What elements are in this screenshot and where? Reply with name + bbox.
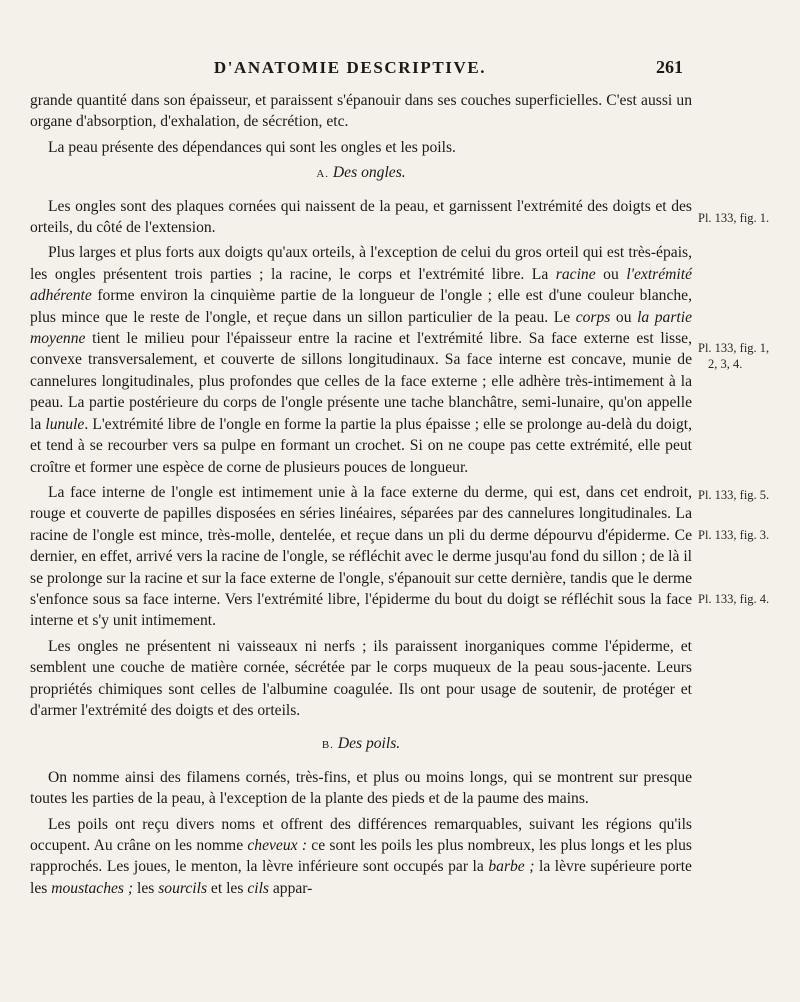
text-run: forme environ la cinquième partie de la longueur de l'ongle ; elle est d'une couleur blanche, plus mince que le reste de l'ongle, et reçue dans un sillon particulier de la peau. Le (30, 287, 692, 326)
paragraph-ongles-2 (30, 242, 692, 477)
section-title-b: Des poils. (337, 735, 401, 753)
italic-term: moustaches ; (51, 879, 134, 897)
italic-term: cheveux : (247, 837, 308, 854)
page-number: 261 (656, 57, 683, 77)
margin-note-line: Pl. 133, fig. 1, (698, 341, 770, 355)
text-run: ou (595, 265, 627, 283)
text-run: ou (610, 308, 638, 326)
text-run: tient le milieu pour l'épaisseur entre la racine et l'extrémité libre. Sa face externe est lisse, convexe transversalement, et couverte de sillons longitudinaux. Sa face interne est concave, munie de cannelures longitudinales, plus profondes que celles de la face externe ; elle adhère très-intimement à la peau. La partie postérieure du corps de l'ongle présente une tache blanchâtre, semi-lunaire, qu'on appelle la (30, 330, 692, 433)
text-column (30, 90, 692, 899)
margin-note-plate-5: Pl. 133, fig. 4. (698, 592, 770, 606)
text-run: Les poils ont reçu divers noms et offrent des différences remarquables, suivant les régions qu'ils occupent. Au crâne on les nomme (30, 815, 692, 854)
margin-note-plate-1: Pl. 133, fig. 1. (698, 211, 770, 225)
paragraph-ongles-3: La face interne de l'ongle est intimement unie à la face externe du derme, qui est, dans cet endroit, rouge et couverte de papilles disposées en séries linéaires, séparées par des cannelures longitudinales. La racine de l'ongle est mince, très-molle, dentelée, et reçue dans un pli du derme dépourvu d'épiderme. Ce dernier, en effet, arrivé vers la racine de l'ongle, se réfléchit avec le derme jusqu'au fond du sillon ; de là il se prolonge sur la racine et sur la face externe de l'ongle, s'épanouit sur cette dernière, tandis que le derme s'enfonce sous sa face interne. Vers l'extrémité libre, l'épiderme du bout du doigt se réfléchit sous la face interne et s'y unit intimement. (30, 483, 692, 630)
margin-note-line: 2, 3, 4. (708, 357, 743, 371)
section-title-a: Des ongles. (332, 164, 406, 182)
running-head (0, 58, 800, 88)
text-run: . L'extrémité libre de l'ongle en forme la partie la plus épaisse ; elle se prolonge au-delà du doigt, et tend à se recourber vers sa pulpe en formant un crochet. Si on ne coupe pas cette extrémité, elle peut croître et former une espèce de corne de plusieurs pouces de longueur. (30, 415, 692, 476)
text-run: la lèvre supérieure porte les (30, 858, 692, 897)
italic-term: racine (555, 265, 596, 283)
italic-term: la partie moyenne (30, 308, 693, 348)
paragraph-intro-2: La peau présente des dépendances qui sont les ongles et les poils. (48, 138, 456, 156)
section-letter-b: B. (321, 739, 334, 752)
italic-term: corps (575, 308, 611, 326)
italic-term: sourcils (158, 879, 208, 897)
paragraph-poils-1: On nomme ainsi des filamens cornés, très-fins, et plus ou moins longs, qui se montrent sur presque toutes les parties de la peau, à l'exception de la plante des pieds et de la paume des mains. (30, 768, 692, 808)
text-run: les (133, 879, 159, 897)
text-run: appar- (268, 879, 313, 897)
margin-note-plate-3: Pl. 133, fig. 5. (698, 488, 770, 502)
margin-note-plate-4: Pl. 133, fig. 3. (698, 528, 770, 542)
italic-term: cils (247, 879, 269, 897)
italic-term: lunule (45, 415, 85, 433)
section-letter-a: A. (316, 168, 330, 181)
section-heading-a (30, 162, 692, 185)
italic-term: l'extrémité adhérente (30, 265, 693, 305)
paragraph-poils-2 (30, 814, 692, 900)
margin-note-plate-2 (698, 340, 798, 372)
text-run: Plus larges et plus forts aux doigts qu'aux orteils, à l'exception de celui du gros orteil qui est très-épais, les ongles présentent trois parties ; la racine, le corps et l'extrémité libre. La (30, 244, 692, 283)
text-run: ce sont les poils les plus nombreux, les plus longs et les plus rapprochés. Les joues, le menton, la lèvre inférieure sont occupés par la (30, 837, 692, 876)
paragraph-intro-1: grande quantité dans son épaisseur, et paraissent s'épanouir dans ses couches superficielles. C'est aussi un organe d'absorption, d'exhalation, de sécrétion, etc. (30, 92, 692, 131)
text-run: et les (207, 879, 248, 897)
paragraph-ongles-1: Les ongles sont des plaques cornées qui naissent de la peau, et garnissent l'extrémité des doigts et des orteils, du côté de l'extension. (30, 197, 692, 237)
italic-term: barbe ; (488, 858, 535, 876)
paragraph-ongles-4: Les ongles ne présentent ni vaisseaux ni nerfs ; ils paraissent inorganiques comme l'épiderme, et semblent une couche de matière cornée, sécrétée par le corps muqueux de la peau sous-jacente. Leurs propriétés chimiques sont celles de l'albumine coagulée. Ils ont pour usage de soutenir, de protéger et d'armer l'extrémité des doigts et des orteils. (30, 637, 692, 719)
section-heading-b (30, 733, 692, 756)
running-title: D'ANATOMIE DESCRIPTIVE. (213, 58, 487, 77)
